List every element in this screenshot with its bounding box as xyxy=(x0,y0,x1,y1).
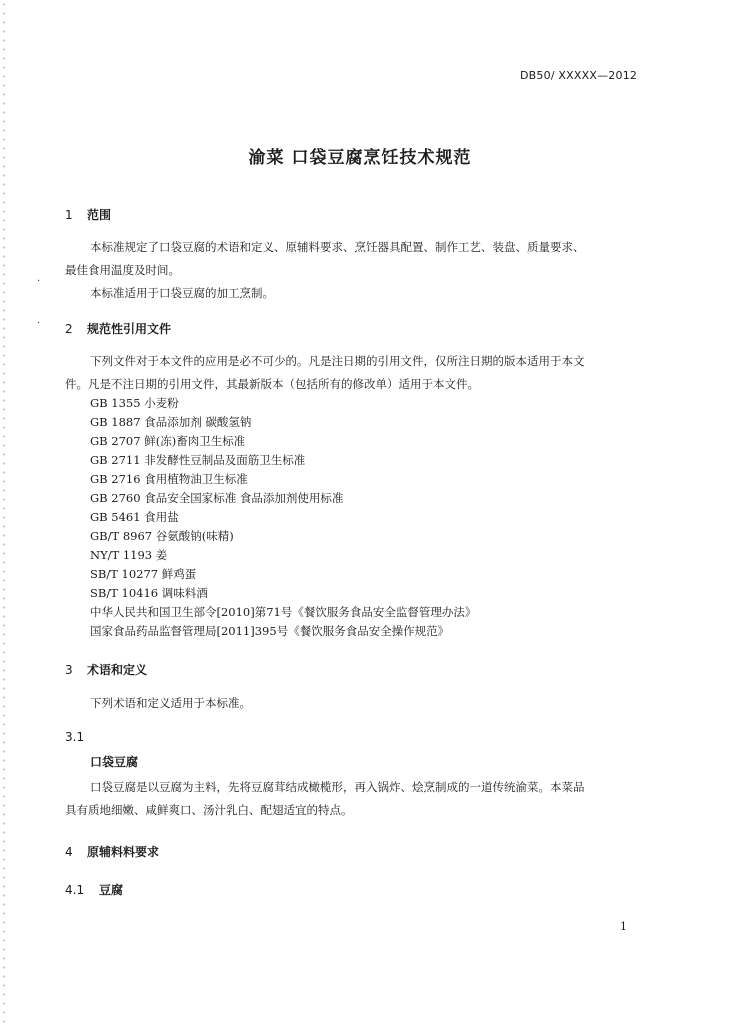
section-1-heading xyxy=(65,206,111,223)
section-title: 范围 xyxy=(87,208,112,222)
section-2-intro-line-2: 件。凡是不注日期的引用文件，其最新版本（包括所有的修改单）适用于本文件。 xyxy=(65,377,479,391)
reference-item: SB/T 10277 鲜鸡蛋 xyxy=(90,567,197,581)
section-2-intro-line-1: 下列文件对于本文件的应用是必不可少的。凡是注日期的引用文件，仅所注日期的版本适用于本文 xyxy=(90,354,585,368)
scan-speck: · xyxy=(37,318,41,329)
term-definition-line-2: 具有质地细嫩、咸鲜爽口、汤汁乳白、配翅适宜的特点。 xyxy=(65,803,353,817)
section-4-heading xyxy=(65,843,159,860)
reference-item: GB/T 8967 谷氨酸钠(味精) xyxy=(90,529,234,543)
section-3-heading xyxy=(65,661,147,678)
reference-item: GB 2707 鲜(冻)畜肉卫生标准 xyxy=(90,434,246,448)
page-number: 1 xyxy=(620,920,627,933)
section-1-paragraph-2: 本标准适用于口袋豆腐的加工烹制。 xyxy=(90,286,274,300)
scan-edge-dots xyxy=(2,0,6,1024)
section-1-paragraph-1-line-2: 最佳食用温度及时间。 xyxy=(65,263,180,277)
section-3-intro: 下列术语和定义适用于本标准。 xyxy=(90,696,251,710)
section-title: 术语和定义 xyxy=(87,663,148,677)
document-title: 渝菜 口袋豆腐烹饪技术规范 xyxy=(248,148,472,168)
section-1-paragraph-1-line-1: 本标准规定了口袋豆腐的术语和定义、原辅料要求、烹饪器具配置、制作工艺、装盘、质量要求、 xyxy=(90,240,585,254)
section-number: 3 xyxy=(65,663,73,677)
subsection-title: 豆腐 xyxy=(99,883,124,897)
section-number: 2 xyxy=(65,322,73,336)
reference-item: GB 5461 食用盐 xyxy=(90,510,179,524)
reference-item: GB 2760 食品安全国家标准 食品添加剂使用标准 xyxy=(90,491,344,505)
subsection-number: 4.1 xyxy=(65,883,85,897)
reference-item: GB 2711 非发酵性豆制品及面筋卫生标准 xyxy=(90,453,306,467)
subsection-4-1-heading xyxy=(65,881,123,898)
reference-item: 中华人民共和国卫生部令[2010]第71号《餐饮服务食品安全监督管理办法》 xyxy=(90,605,477,619)
reference-item: NY/T 1193 姜 xyxy=(90,548,168,562)
subsection-3-1-number: 3.1 xyxy=(65,730,85,744)
section-2-heading xyxy=(65,320,171,337)
document-code: DB50/ XXXXX—2012 xyxy=(520,69,638,82)
reference-item: GB 1887 食品添加剂 碳酸氢钠 xyxy=(90,415,252,429)
reference-item: GB 2716 食用植物油卫生标准 xyxy=(90,472,248,486)
reference-item: 国家食品药品监督管理局[2011]395号《餐饮服务食品安全操作规范》 xyxy=(90,624,450,638)
reference-item: SB/T 10416 调味料酒 xyxy=(90,586,208,600)
reference-item: GB 1355 小麦粉 xyxy=(90,396,179,410)
section-number: 1 xyxy=(65,208,73,222)
section-title: 原辅料料要求 xyxy=(87,845,160,859)
section-number: 4 xyxy=(65,845,73,859)
scan-speck: · xyxy=(37,276,41,287)
term-definition-line-1: 口袋豆腐是以豆腐为主料，先将豆腐茸结成橄榄形，再入锅炸、烩烹制成的一道传统渝菜。本菜品 xyxy=(90,780,585,794)
term-name: 口袋豆腐 xyxy=(90,755,139,769)
section-title: 规范性引用文件 xyxy=(87,322,172,336)
